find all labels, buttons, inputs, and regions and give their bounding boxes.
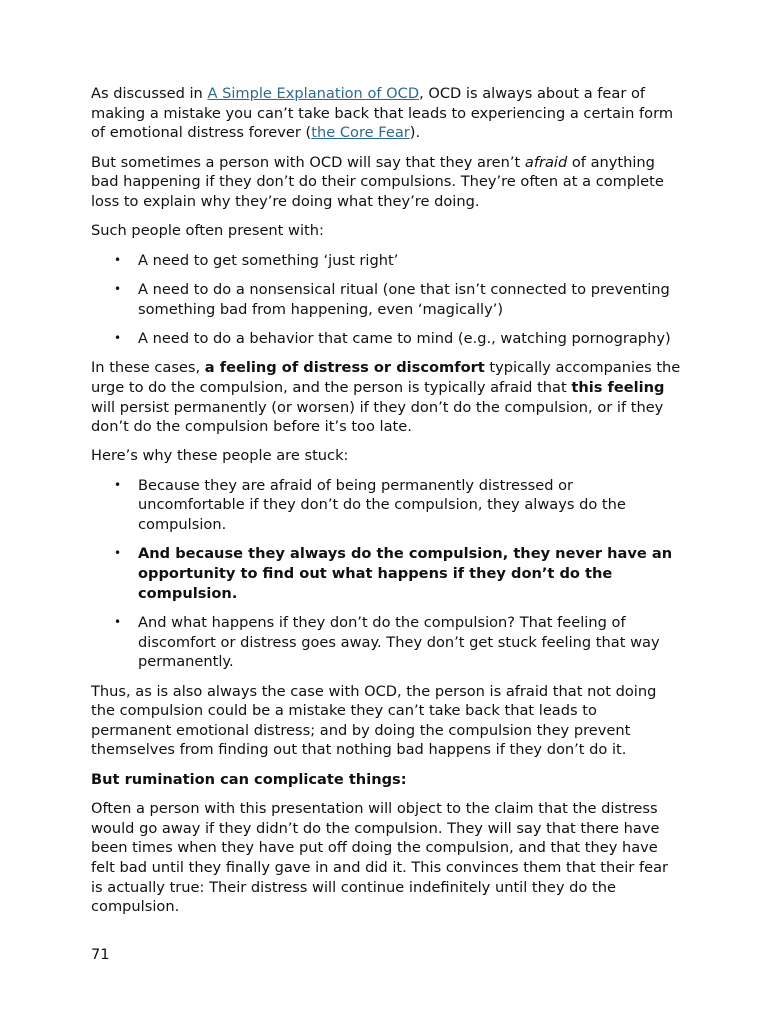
distress-text-2: typically accompanies the urge to do the compulsion, and the person is typically afraid that: [91, 359, 681, 396]
paragraph-feeling-of-distress: [91, 358, 681, 436]
list-why-stuck: [91, 476, 681, 672]
bold-this-feeling: this feeling: [571, 378, 665, 396]
intro-text-2: , OCD is always about a fear of making a mistake you can’t take back that leads to experiencing a certain form of emotional distress forever (: [91, 85, 674, 142]
bullet-icon: •: [114, 615, 122, 630]
emphasis-afraid: afraid: [524, 153, 568, 171]
distress-text-3: will persist permanently (or worsen) if they don’t do the compulsion, or if they don’t do the compulsion before it’s too late.: [91, 398, 664, 436]
list-item: [114, 251, 681, 271]
bullet-icon: •: [114, 330, 122, 345]
paragraph-not-afraid: [91, 153, 681, 212]
not-afraid-text-1: But sometimes a person with OCD will say that they aren’t: [91, 153, 525, 171]
list-item: [114, 476, 681, 535]
list-item: [114, 613, 681, 672]
list-item-text: A need to get something ‘just right’: [138, 251, 399, 269]
list-presentations: [91, 251, 681, 349]
list-item-text: Because they are afraid of being permanently distressed or uncomfortable if they don’t do the compulsion, they always do the compulsion.: [138, 476, 626, 534]
paragraph-intro: [91, 84, 681, 143]
list-item: [114, 280, 681, 319]
bullet-icon: •: [114, 281, 122, 296]
list-item: [114, 544, 681, 603]
bullet-icon: •: [114, 477, 122, 492]
intro-text-3: ).: [409, 124, 421, 142]
list-item-text-bold: And because they always do the compulsion, they never have an opportunity to find out what happens if they don’t do the compulsion.: [138, 545, 673, 602]
intro-text-1: As discussed in: [91, 85, 208, 102]
not-afraid-text-2: of anything bad happening if they don’t do their compulsions. They’re often at a complete loss to explain why they’re doing what they’re doing.: [91, 153, 664, 210]
list-item-text: And what happens if they don’t do the compulsion? That feeling of discomfort or distress goes away. They don’t get stuck feeling that way permanently.: [138, 614, 660, 671]
paragraph-objection: Often a person with this presentation will object to the claim that the distress would go away if they didn’t do the compulsion. They will say that there have been times when they have put off doing the compulsion, and that they have felt bad until they finally gave in and did it. This convinces them that their fear is actually true: Their distress will continue indefinitely until they do the compulsion.: [91, 800, 669, 916]
link-core-fear[interactable]: the Core Fear: [311, 124, 410, 142]
bullet-icon: •: [114, 252, 122, 267]
page-number: 71: [91, 946, 110, 963]
list-item-text: A need to do a behavior that came to mind (e.g., watching pornography): [138, 329, 671, 347]
heading-text: But rumination can complicate things:: [91, 770, 407, 788]
document-page: [91, 84, 681, 927]
bold-feeling-of-distress: a feeling of distress or discomfort: [204, 359, 485, 377]
paragraph-why-stuck: Here’s why these people are stuck:: [91, 447, 349, 465]
section-heading-rumination: [91, 770, 681, 790]
list-item: [114, 329, 681, 349]
link-simple-explanation-of-ocd[interactable]: A Simple Explanation of OCD: [207, 85, 420, 102]
bullet-icon: •: [114, 546, 122, 561]
paragraph-present-with: Such people often present with:: [91, 222, 324, 240]
list-item-text: A need to do a nonsensical ritual (one that isn’t connected to preventing something bad from happening, even ‘magically’): [138, 280, 670, 318]
paragraph-thus: Thus, as is also always the case with OCD, the person is afraid that not doing the compulsion could be a mistake they can’t take back that leads to permanent emotional distress; and by doing the compulsion they prevent themselves from finding out that nothing bad happens if they don’t do it.: [91, 682, 657, 759]
distress-text-1: In these cases,: [91, 359, 205, 377]
